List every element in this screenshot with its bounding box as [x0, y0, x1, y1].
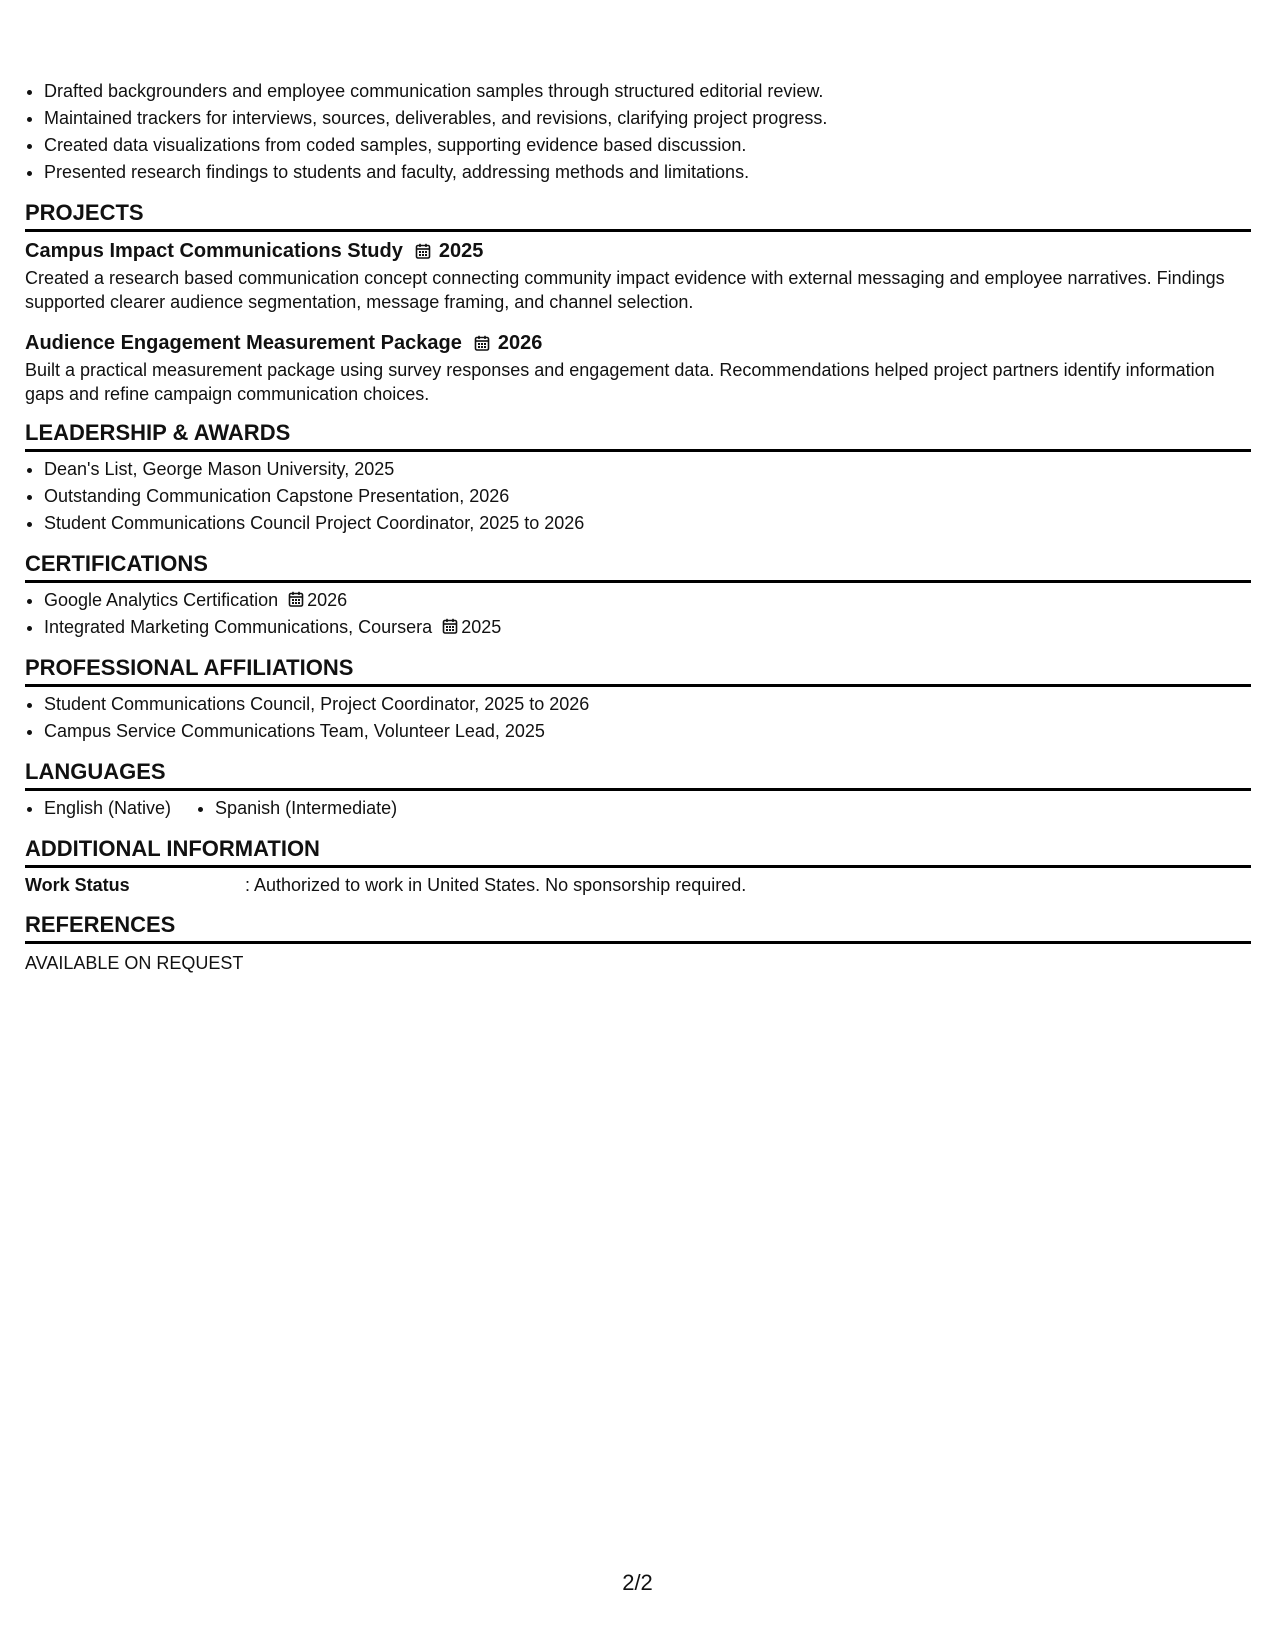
- list-item: • Student Communications Council Project Coordinator, 2025 to 2026: [44, 510, 1251, 537]
- section-title: CERTIFICATIONS: [25, 551, 1251, 583]
- project-year: 2025: [438, 240, 484, 262]
- project-entry: [25, 236, 1251, 314]
- list-item: [44, 587, 1251, 614]
- affiliations-list: [25, 691, 1251, 745]
- project-name: Audience Engagement Measurement Package: [25, 332, 462, 354]
- info-value: : Authorized to work in United States. No sponsorship required.: [245, 875, 747, 895]
- list-item: • English (Native): [44, 795, 171, 822]
- list-item: [44, 614, 1251, 641]
- certifications-list: [25, 587, 1251, 641]
- project-description: Built a practical measurement package using survey responses and engagement data. Recommendations helped project partners identify information gaps and refine campaign communication choices.: [25, 360, 1215, 404]
- references-section: [25, 912, 1251, 976]
- additional-info-section: [25, 836, 1251, 898]
- section-title: REFERENCES: [25, 912, 1251, 944]
- list-item: • Spanish (Intermediate): [215, 795, 397, 822]
- project-description: Created a research based communication concept connecting community impact evidence with external messaging and employee narratives. Findings supported clearer audience segmentation, message framing, and channel selection.: [25, 268, 1225, 312]
- section-title: PROFESSIONAL AFFILIATIONS: [25, 655, 1251, 687]
- references-text: AVAILABLE ON REQUEST: [25, 953, 244, 973]
- calendar-icon: [288, 591, 304, 607]
- calendar-icon: [442, 618, 458, 634]
- certification-name: Integrated Marketing Communications, Coursera: [44, 617, 433, 637]
- languages-section: [25, 759, 1251, 822]
- resume-page: [25, 78, 1251, 976]
- section-title: ADDITIONAL INFORMATION: [25, 836, 1251, 868]
- leadership-list: [25, 456, 1251, 537]
- projects-section: [25, 200, 1251, 406]
- list-item: • Created data visualizations from coded samples, supporting evidence based discussion.: [44, 132, 1251, 159]
- project-name: Campus Impact Communications Study: [25, 240, 403, 262]
- certifications-section: [25, 551, 1251, 641]
- project-year: 2026: [497, 332, 543, 354]
- list-item: • Outstanding Communication Capstone Presentation, 2026: [44, 483, 1251, 510]
- info-label: Work Status: [25, 875, 130, 895]
- list-item: • Maintained trackers for interviews, sources, deliverables, and revisions, clarifying project progress.: [44, 105, 1251, 132]
- project-heading: [25, 236, 1251, 266]
- list-item: • Student Communications Council, Project Coordinator, 2025 to 2026: [44, 691, 1251, 718]
- list-item: • Campus Service Communications Team, Volunteer Lead, 2025: [44, 718, 1251, 745]
- list-item: • Dean's List, George Mason University, 2025: [44, 456, 1251, 483]
- section-title: PROJECTS: [25, 200, 1251, 232]
- section-title: LANGUAGES: [25, 759, 1251, 791]
- affiliations-section: [25, 655, 1251, 745]
- project-entry: [25, 328, 1251, 406]
- page-number: 2/2: [622, 1570, 653, 1595]
- info-row: [25, 872, 1251, 898]
- section-title: LEADERSHIP & AWARDS: [25, 420, 1251, 452]
- certification-year: 2025: [461, 617, 502, 637]
- calendar-icon: [474, 335, 490, 351]
- list-item: • Drafted backgrounders and employee communication samples through structured editorial review.: [44, 78, 1251, 105]
- languages-list: [25, 795, 1251, 822]
- list-item: • Presented research findings to students and faculty, addressing methods and limitations.: [44, 159, 1251, 186]
- experience-bullets: [25, 78, 1251, 186]
- calendar-icon: [415, 243, 431, 259]
- project-heading: [25, 328, 1251, 358]
- leadership-section: [25, 420, 1251, 537]
- certification-name: Google Analytics Certification: [44, 590, 279, 610]
- certification-year: 2026: [307, 590, 348, 610]
